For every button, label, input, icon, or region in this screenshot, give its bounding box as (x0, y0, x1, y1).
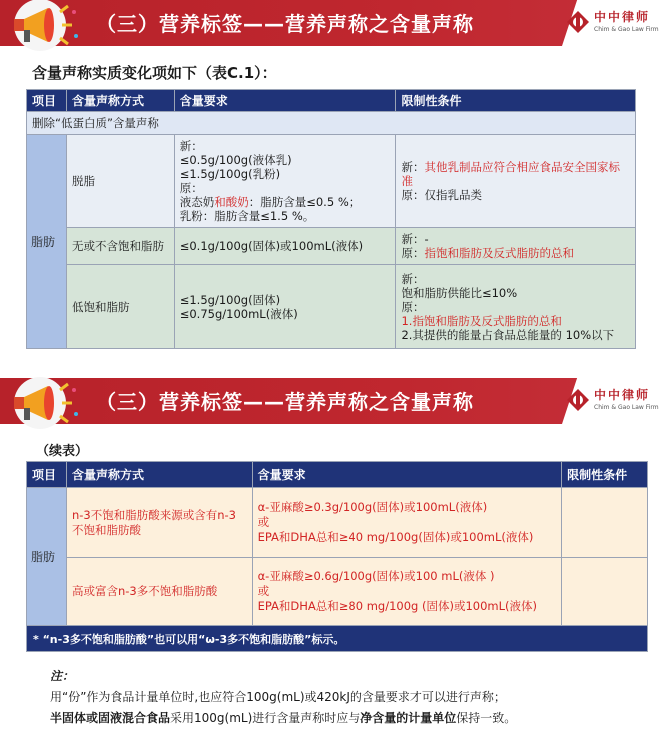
category-note-row (27, 112, 636, 135)
banner (0, 0, 670, 46)
cond-line: 原： (401, 299, 425, 314)
megaphone-icon (4, 376, 86, 430)
banner (0, 378, 670, 424)
req-line: EPA和DHA总和≥40 mg/100g(固体)或100mL(液体) (257, 530, 534, 544)
condition-cell (562, 558, 648, 626)
req-line: 或 (257, 515, 270, 529)
logo-subtitle: Chim & Gao Law Firm (594, 404, 659, 411)
notes-line (50, 708, 516, 729)
col-header-item: 项目 (27, 90, 67, 112)
cond-line: 饱和脂肪供能比≤10% (401, 285, 518, 300)
logo-mark-icon (566, 388, 590, 412)
table-footnote: * “n-3多不饱和脂肪酸”也可以用“ω-3多不饱和脂肪酸”标示。 (27, 626, 648, 652)
condition-cell (396, 265, 636, 349)
notes-emphasis: 净含量的计量单位 (360, 711, 457, 725)
req-line: ≤1.5g/100g(乳粉) (179, 167, 281, 181)
item-fat: 脂肪 (27, 488, 67, 626)
col-header-requirement: 含量要求 (252, 462, 562, 488)
notes-emphasis: 半固体或固液混合食品 (50, 711, 171, 725)
method-cell: 高或富含n-3多不饱和脂肪酸 (66, 558, 252, 626)
req-line: ≤0.75g/100mL(液体) (179, 306, 298, 321)
notes-label: 注： (50, 669, 75, 683)
col-header-item: 项目 (27, 462, 67, 488)
cond-highlight: 指饱和脂肪及反式脂肪的总和 (412, 313, 562, 328)
condition-cell (562, 488, 648, 558)
logo-name: 中中律师 (594, 388, 651, 402)
col-header-condition: 限制性条件 (562, 462, 648, 488)
req-text: ：脂肪含量≤0.5 %； (248, 195, 361, 209)
method-cell: 脱脂 (66, 135, 174, 228)
method-cell: 无或不含饱和脂肪 (66, 228, 174, 265)
req-line: EPA和DHA总和≥80 mg/100g (固体)或100mL(液体) (257, 599, 538, 613)
req-highlight: 和酸奶 (214, 195, 249, 209)
cond-number: 1. (401, 313, 413, 328)
table-row (27, 228, 636, 265)
table-row (27, 135, 636, 228)
requirement-cell (252, 488, 562, 558)
col-header-requirement: 含量要求 (174, 90, 396, 112)
req-text: 液态奶 (179, 195, 215, 209)
cond-line (401, 246, 630, 260)
requirement-cell (174, 135, 396, 228)
req-line: ≤1.5g/100g(固体) (179, 292, 281, 307)
cond-label: 新： (401, 160, 425, 174)
table-row (27, 558, 648, 626)
notes-text: 保持一致。 (456, 711, 517, 725)
col-header-method: 含量声称方式 (66, 462, 252, 488)
content-claims-table (26, 89, 636, 349)
condition-cell (396, 228, 636, 265)
logo-name: 中中律师 (594, 10, 651, 24)
cond-highlight: 其他乳制品应符合相应食品安全国家标准 (401, 160, 620, 188)
category-note: 删除“低蛋白质”含量声称 (27, 112, 636, 135)
table-header-row (27, 462, 648, 488)
col-header-condition: 限制性条件 (396, 90, 636, 112)
banner-title: （三）营养标签——营养声称之含量声称 (96, 12, 474, 36)
req-line: 原： (179, 181, 203, 195)
req-line: 新： (179, 139, 203, 153)
col-header-method: 含量声称方式 (66, 90, 174, 112)
req-line: α-亚麻酸≥0.6g/100g(固体)或100 mL(液体 ) (257, 569, 495, 583)
logo-subtitle: Chim & Gao Law Firm (594, 26, 659, 33)
req-line (180, 195, 391, 209)
megaphone-icon (4, 0, 86, 52)
table-header-row (27, 90, 636, 112)
method-cell: n-3不饱和脂肪酸来源或含有n-3不饱和脂肪酸 (66, 488, 252, 558)
law-firm-logo (566, 384, 658, 418)
item-fat: 脂肪 (27, 135, 67, 349)
slide-1 (0, 0, 670, 356)
continued-table (26, 461, 648, 652)
req-line: α-亚麻酸≥0.3g/100g(固体)或100mL(液体) (257, 500, 488, 514)
notes-text: 采用100g(mL)进行含量声称时应与 (170, 711, 361, 725)
continued-label: （续表） (36, 444, 89, 459)
req-line: 或 (257, 584, 270, 598)
req-line: ≤0.5g/100g(液体乳) (179, 153, 292, 167)
req-line: 乳粉：脂肪含量≤1.5 %。 (179, 209, 315, 223)
method-cell: 低饱和脂肪 (66, 265, 174, 349)
condition-cell (396, 135, 636, 228)
cond-line: 2.其提供的能量占食品总能量的 10%以下 (401, 327, 615, 342)
requirement-cell (174, 265, 396, 349)
table-row (27, 265, 636, 349)
law-firm-logo (566, 6, 658, 40)
slide-separator (0, 356, 670, 370)
requirement-cell (252, 558, 562, 626)
cond-line: 原：仅指乳品类 (401, 188, 482, 202)
logo-mark-icon (566, 10, 590, 34)
requirement-cell: ≤0.1g/100g(固体)或100mL(液体) (174, 228, 396, 265)
cond-label: 原： (401, 246, 425, 260)
notes-line: 用“份”作为食品计量单位时,也应符合100g(mL)或420kJ的含量要求才可以进行声称； (50, 690, 506, 704)
banner-title: （三）营养标签——营养声称之含量声称 (96, 390, 474, 414)
cond-highlight: 指饱和脂肪及反式脂肪的总和 (424, 246, 574, 260)
cond-line: 新：- (401, 232, 429, 246)
section-heading: 含量声称实质变化项如下（表C.1）： (32, 64, 277, 82)
table-footer-row (27, 626, 648, 652)
table-row (27, 488, 648, 558)
notes (50, 666, 516, 729)
cond-line (401, 160, 630, 188)
cond-line: 新： (401, 271, 425, 286)
cond-line (401, 314, 630, 328)
